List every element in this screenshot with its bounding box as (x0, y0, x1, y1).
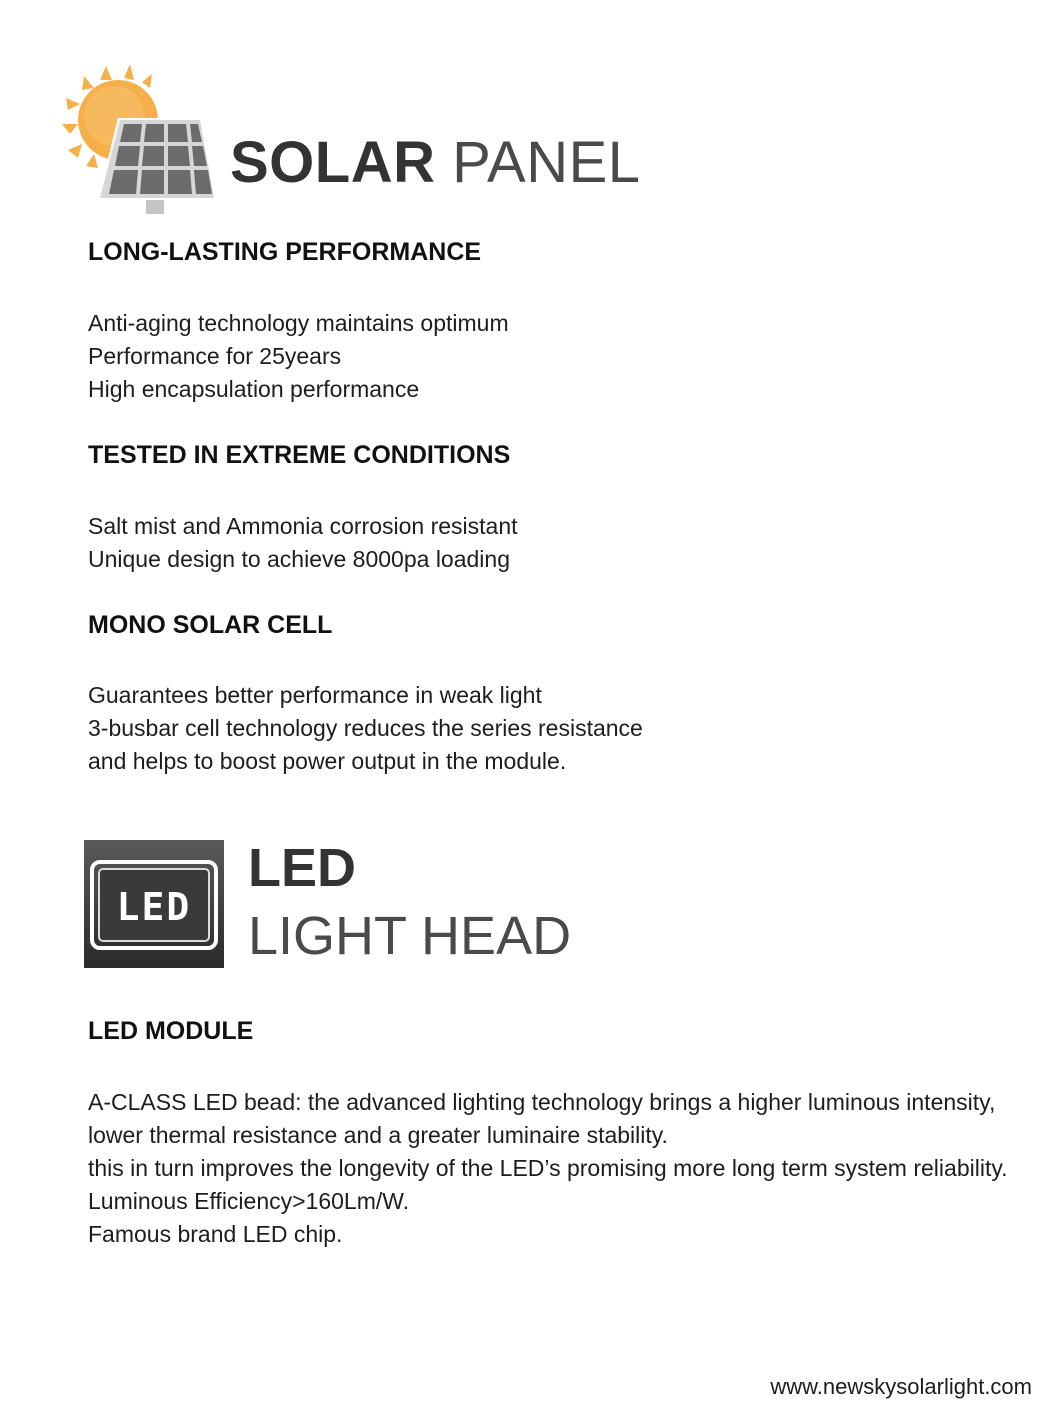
section-body-led-module (88, 1086, 1008, 1251)
solar-title-light: PANEL (452, 130, 641, 195)
section-heading-long-lasting: LONG-LASTING PERFORMANCE (88, 238, 482, 266)
section-heading-mono-cell: MONO SOLAR CELL (88, 611, 333, 639)
led-title-light: LIGHT HEAD (248, 906, 572, 966)
solar-panel-title (230, 128, 641, 198)
body-line: Unique design to achieve 8000pa loading (88, 546, 510, 572)
body-line: Performance for 25years (88, 343, 342, 369)
section-heading-tested: TESTED IN EXTREME CONDITIONS (88, 441, 511, 469)
body-line: 3-busbar cell technology reduces the series resistance (88, 715, 643, 741)
body-line: Guarantees better performance in weak light (88, 682, 542, 708)
sun-solar-panel-icon (58, 62, 238, 214)
body-line: lower thermal resistance and a greater luminaire stability. (88, 1122, 668, 1148)
section-body-long-lasting (88, 307, 509, 406)
body-line: A-CLASS LED bead: the advanced lighting technology brings a higher luminous intensity, (88, 1089, 996, 1115)
led-badge-icon (84, 840, 224, 968)
body-line: Anti-aging technology maintains optimum (88, 310, 509, 336)
body-line: High encapsulation performance (88, 376, 420, 402)
body-line: this in turn improves the longevity of the LED’s promising more long term system reliability. (88, 1155, 1008, 1181)
section-body-tested (88, 510, 518, 576)
solar-title-bold: SOLAR (230, 130, 436, 195)
section-body-mono-cell (88, 679, 643, 778)
footer-website[interactable]: www.newskysolarlight.com (770, 1374, 1032, 1399)
body-line: Famous brand LED chip. (88, 1221, 343, 1247)
led-title-bold: LED (248, 838, 356, 898)
led-badge-text: LED (116, 885, 192, 929)
section-heading-led-module: LED MODULE (88, 1017, 254, 1045)
body-line: Luminous Efficiency>160Lm/W. (88, 1188, 410, 1214)
body-line: Salt mist and Ammonia corrosion resistant (88, 513, 518, 539)
body-line: and helps to boost power output in the module. (88, 748, 567, 774)
